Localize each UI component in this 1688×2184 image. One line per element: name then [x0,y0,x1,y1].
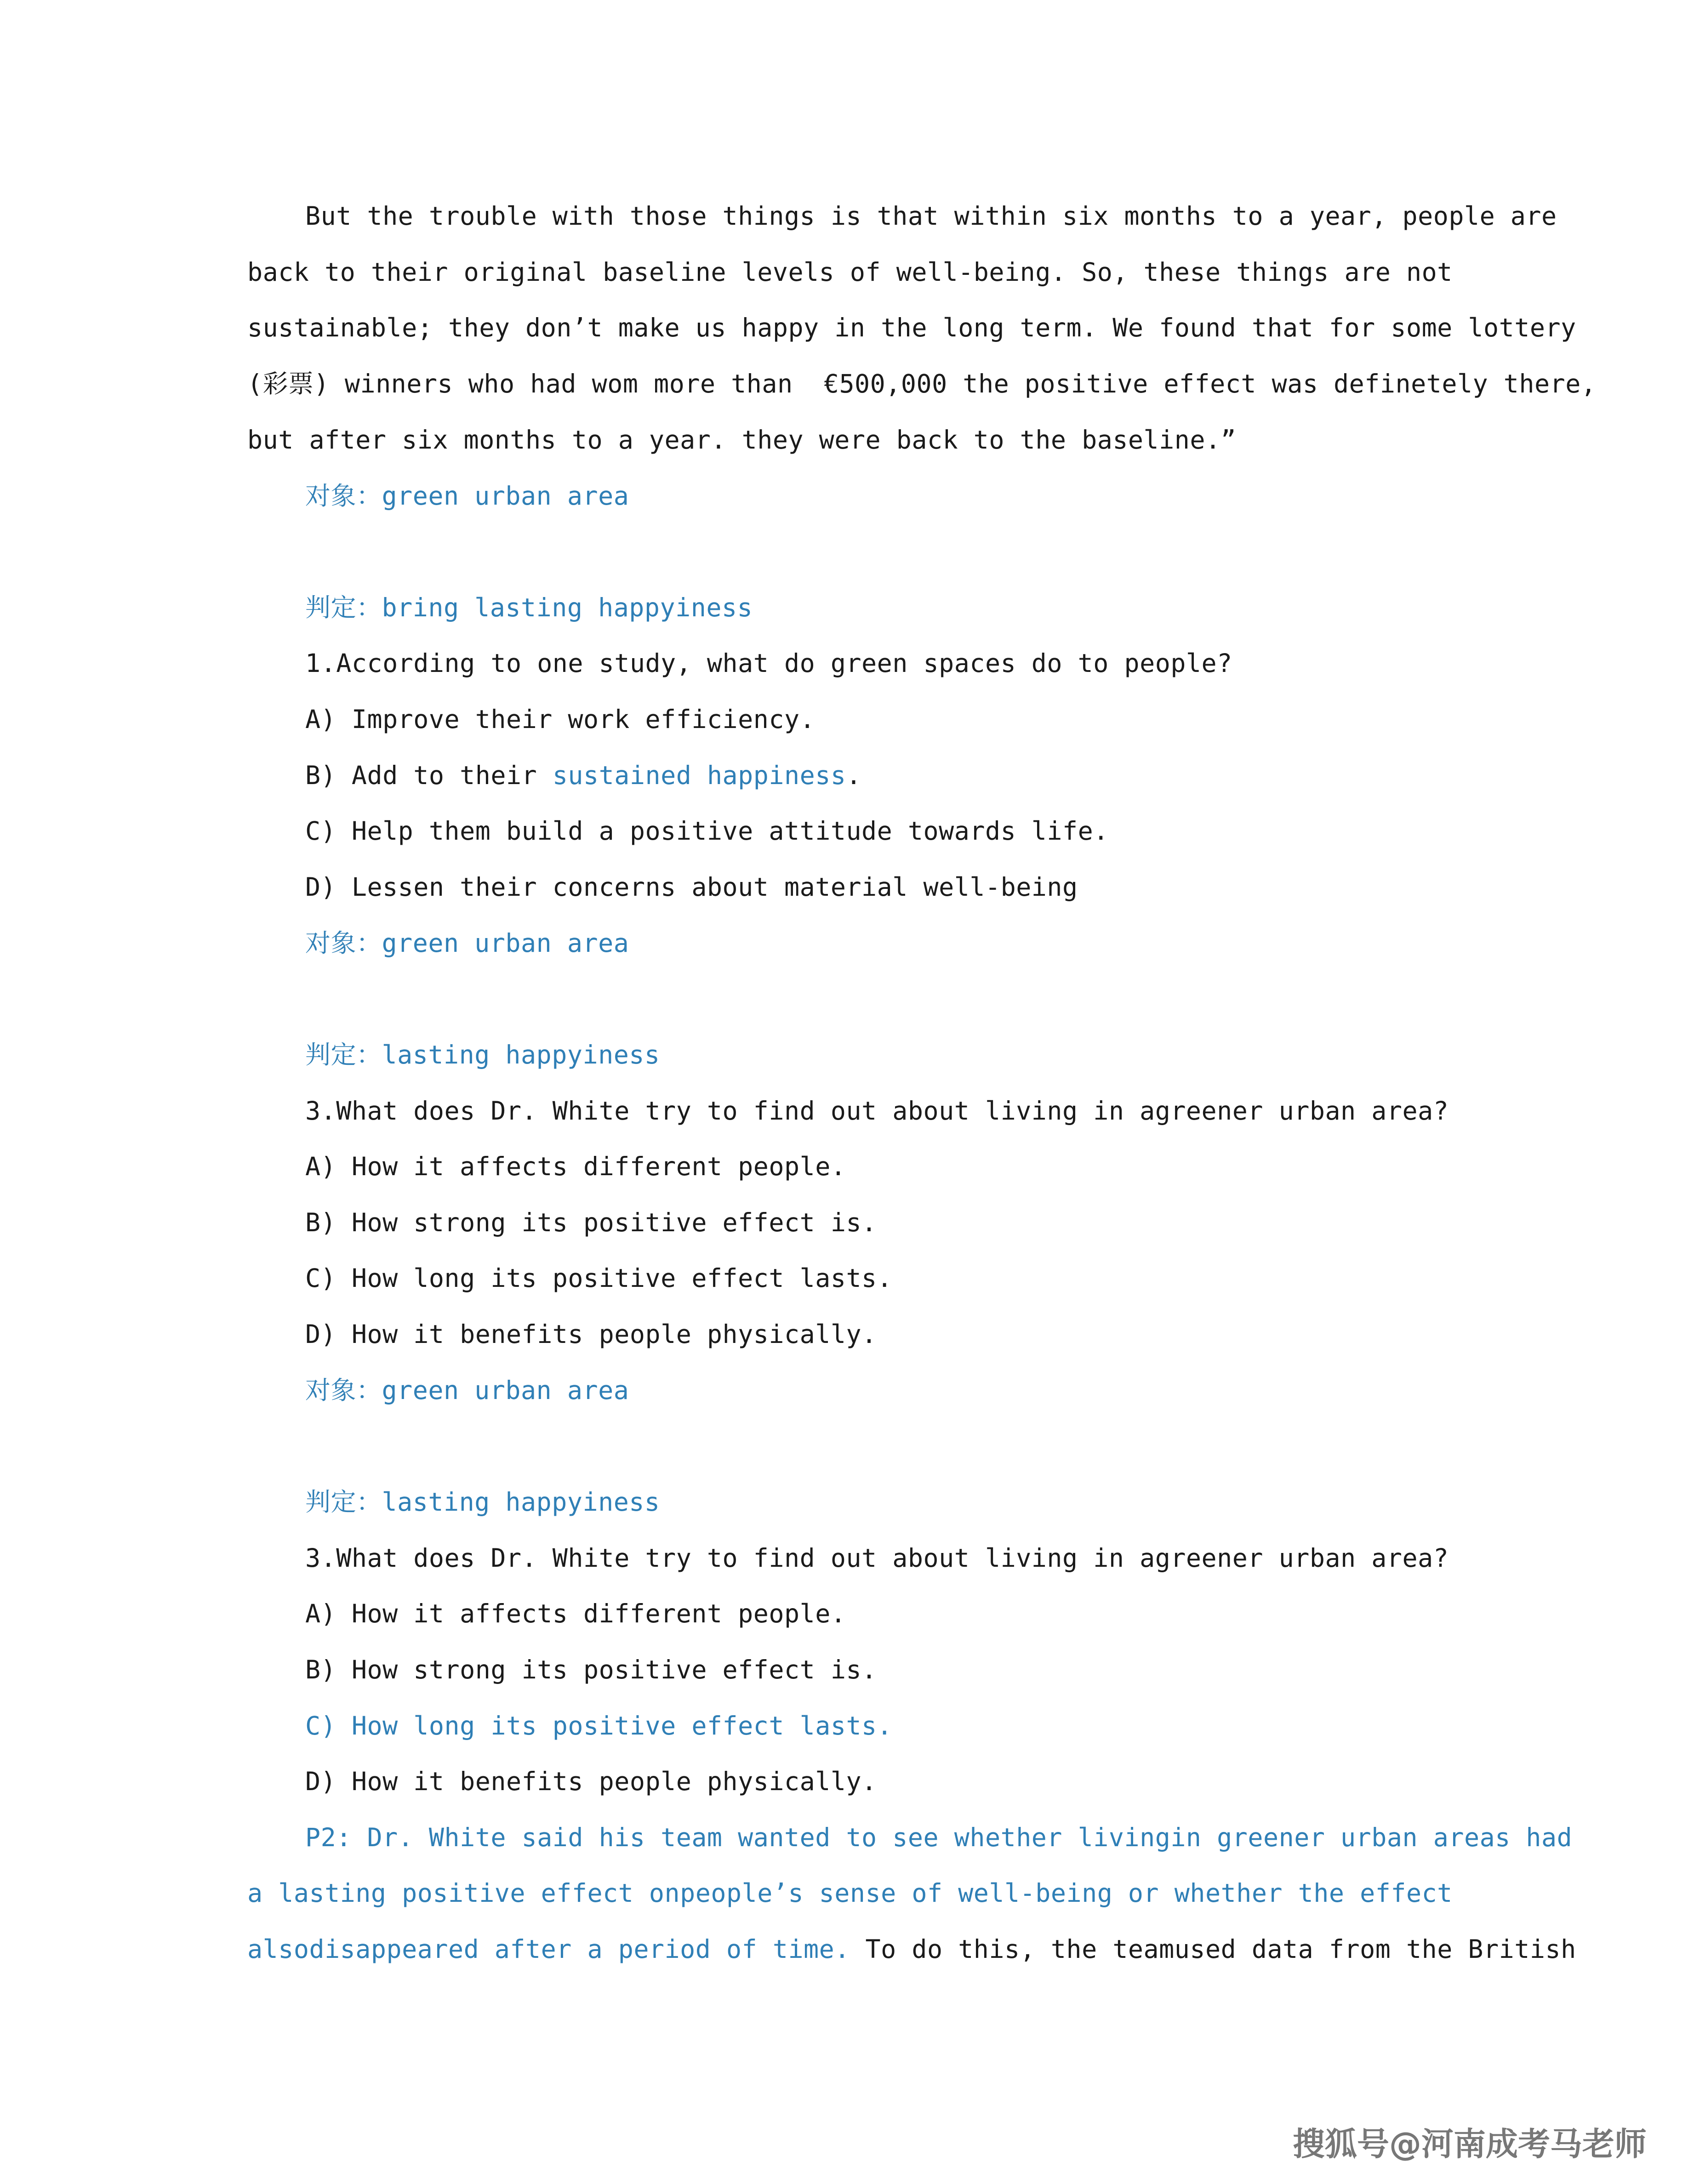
option-b-prefix: B) Add to their [305,761,553,790]
question-text: 3.What does Dr. White try to find out about living in agreener urban area? [305,1096,1449,1126]
option-c: C) How long its positive effect lasts. [305,1263,893,1293]
option-d: D) How it benefits people physically. [305,1320,877,1349]
judgement-note: 判定：lasting happyiness [305,1487,660,1517]
p2-line: P2: Dr. White said his team wanted to see whether livingin greener urban areas had [305,1823,1573,1852]
option-c: C) Help them build a positive attitude towards life. [305,816,1109,846]
watermark: 搜狐号@河南成考马老师 [1293,2125,1647,2163]
option-b [305,759,861,791]
passage-line: back to their original baseline levels of well-being. So, these things are not [247,257,1453,287]
option-d: D) Lessen their concerns about material well-being [305,872,1078,902]
p2-line [247,1933,1576,1965]
object-note: 对象：green urban area [305,928,629,958]
option-b: B) How strong its positive effect is. [305,1208,877,1237]
option-b-highlight: sustained happiness [552,761,846,790]
option-d: D) How it benefits people physically. [305,1767,877,1796]
passage-line: But the trouble with those things is that within six months to a year, people are [305,201,1557,231]
p2-line: a lasting positive effect onpeople’s sense of well-being or whether the effect [247,1878,1453,1908]
option-a: A) Improve their work efficiency. [305,705,815,734]
passage-line: but after six months to a year. they were back to the baseline.” [247,425,1237,455]
option-a: A) How it affects different people. [305,1152,846,1181]
option-a: A) How it affects different people. [305,1599,846,1628]
judgement-note: 判定：lasting happyiness [305,1040,660,1069]
option-b-suffix: . [846,761,862,790]
passage-line: sustainable; they don’t make us happy in the long term. We found that for some lottery [247,313,1576,342]
object-note: 对象：green urban area [305,1376,629,1405]
object-note: 对象：green urban area [305,481,629,511]
option-b: B) How strong its positive effect is. [305,1655,877,1684]
p2-highlight: alsodisappeared after a period of time. [247,1934,850,1964]
passage-line: (彩票) winners who had wom more than €500,000 the positive effect was definetely there, [247,369,1597,398]
option-c-answer: C) How long its positive effect lasts. [305,1711,893,1740]
p2-text: To do this, the teamused data from the British [850,1934,1576,1964]
question-text: 3.What does Dr. White try to find out about living in agreener urban area? [305,1543,1449,1573]
judgement-note: 判定：bring lasting happyiness [305,593,753,622]
question-text: 1.According to one study, what do green spaces do to people? [305,648,1232,678]
